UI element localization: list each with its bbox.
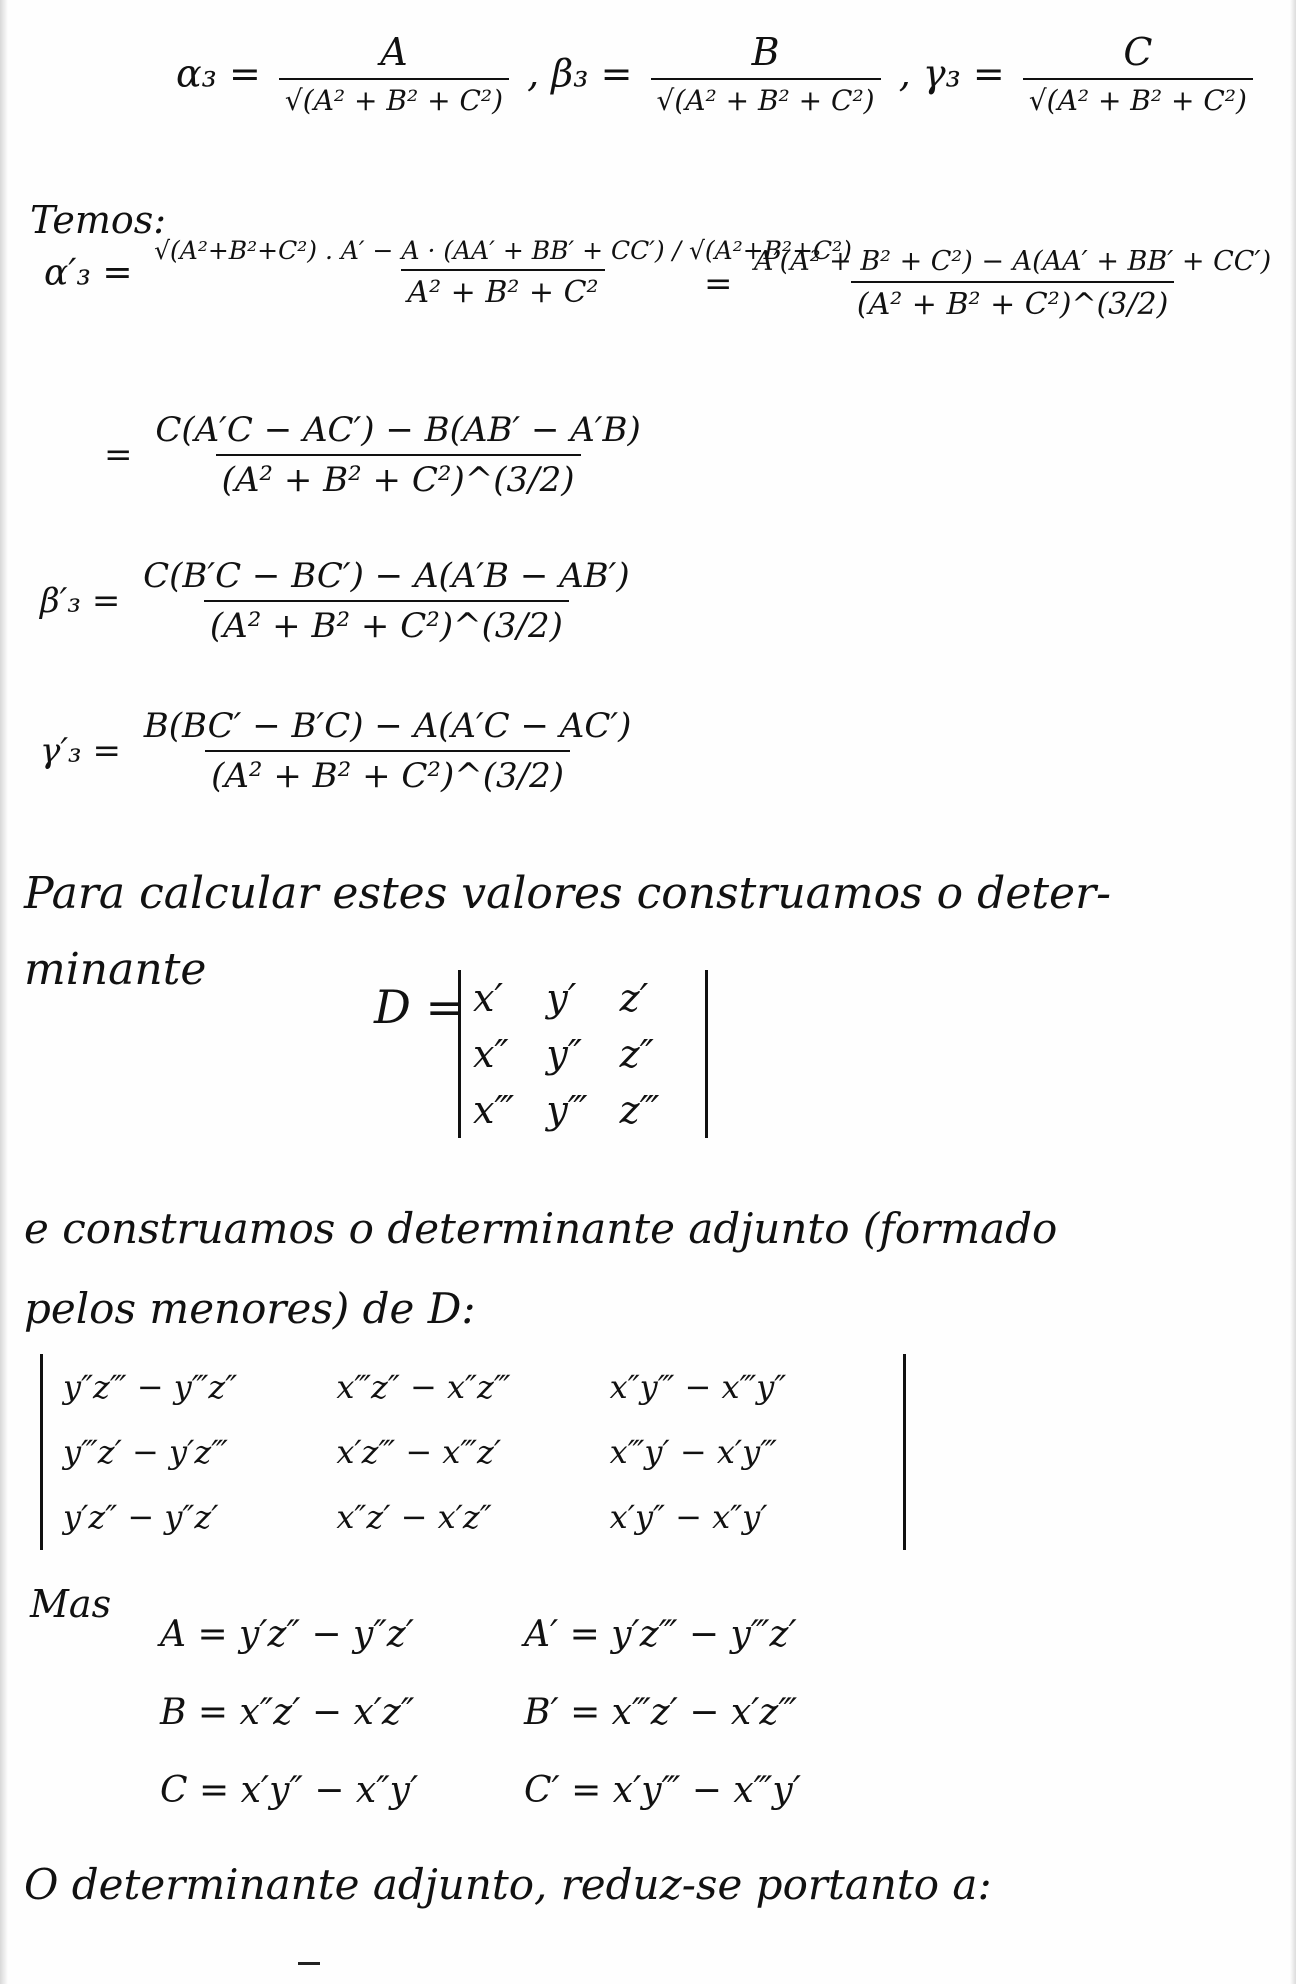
def-a-prime: A′ = y′z‴ − y‴z′ [524, 1614, 797, 1655]
alpha-prime-fraction-2 [748, 246, 1277, 322]
gamma3-fraction [1023, 30, 1253, 117]
adj-cell-1-3: x″y‴ − x‴y″ [609, 1367, 787, 1406]
alpha-prime-denominator-2: (A² + B² + C²)^(3/2) [851, 281, 1174, 322]
d-cell-3-1: x‴ [473, 1088, 515, 1132]
beta-prime-equation [40, 556, 642, 646]
paragraph-minante: minante [24, 944, 207, 995]
temos-label: Temos: [30, 198, 167, 242]
direction-cosines-line [176, 30, 1259, 117]
beta3-denominator: √(A² + B² + C²) [651, 78, 881, 117]
alpha-prime-simplified-denominator: (A² + B² + C²)^(3/2) [216, 454, 581, 500]
alpha3-label: α₃ = [176, 51, 261, 96]
gamma-prime-numerator: B(BC′ − B′C) − A(A′C − AC′) [143, 706, 632, 746]
adj-cell-1-1: y″z‴ − y‴z″ [63, 1367, 238, 1406]
def-b-prime: B′ = x‴z′ − x′z‴ [524, 1692, 798, 1733]
page-edge-left [0, 0, 8, 1984]
def-b: B = x″z′ − x′z″ [160, 1692, 415, 1733]
alpha-prime-simplified [104, 410, 653, 500]
alpha-prime-denominator: A² + B² + C² [401, 269, 604, 310]
beta3-numerator: B [751, 30, 780, 74]
d-cell-2-1: x″ [473, 1032, 509, 1076]
beta-prime-label: β′₃ = [40, 581, 121, 621]
determinant-d-matrix [458, 970, 708, 1138]
alpha3-fraction [279, 30, 509, 117]
beta3-fraction [651, 30, 881, 117]
alpha-prime-label: α′₃ = [44, 252, 133, 294]
def-c-prime: C′ = x′y‴ − x‴y′ [524, 1770, 801, 1811]
def-c: C = x′y″ − x″y′ [160, 1770, 419, 1811]
gamma-prime-fraction [138, 706, 638, 796]
paragraph-e-construamos: e construamos o determinante adjunto (formado [24, 1204, 1058, 1253]
gamma-prime-equation [40, 706, 643, 796]
adj-cell-3-2: x″z′ − x′z″ [336, 1498, 492, 1537]
alpha-prime-simplified-equals: = [104, 435, 133, 475]
gamma-prime-label: γ′₃ = [40, 731, 121, 771]
d-cell-3-2: y‴ [546, 1088, 588, 1132]
alpha-prime-simplified-numerator: C(A′C − AC′) − B(AB′ − A′B) [155, 410, 641, 450]
d-cell-2-2: y″ [546, 1032, 582, 1076]
alpha-prime-equation-cont [704, 246, 1283, 322]
d-cell-1-2: y′ [546, 976, 577, 1020]
gamma-prime-denominator: (A² + B² + C²)^(3/2) [205, 750, 570, 796]
gamma3-label: , γ₃ = [898, 51, 1005, 96]
paragraph-pelos-menores: pelos menores) de D: [24, 1284, 476, 1333]
gamma3-numerator: C [1123, 30, 1153, 74]
alpha3-numerator: A [380, 30, 408, 74]
gamma3-denominator: √(A² + B² + C²) [1023, 78, 1253, 117]
page-mark [298, 1962, 320, 1965]
adj-cell-2-3: x‴y′ − x′y‴ [609, 1432, 777, 1471]
d-cell-3-3: z‴ [619, 1088, 660, 1132]
d-cell-1-1: x′ [473, 976, 504, 1020]
beta-prime-denominator: (A² + B² + C²)^(3/2) [204, 600, 569, 646]
adjoint-determinant-matrix [40, 1354, 906, 1550]
paragraph-o-determinante-adjunto: O determinante adjunto, reduz-se portanto a: [24, 1860, 992, 1909]
mas-label: Mas [30, 1582, 112, 1626]
adj-cell-1-2: x‴z″ − x″z‴ [336, 1367, 511, 1406]
beta-prime-fraction [137, 556, 636, 646]
beta3-label: , β₃ = [527, 51, 633, 96]
alpha3-denominator: √(A² + B² + C²) [279, 78, 509, 117]
adj-cell-3-1: y′z″ − y″z′ [63, 1498, 219, 1537]
alpha-prime-numerator: √(A²+B²+C²) . A′ − A · (AA′ + BB′ + CC′) / √(A²+B²+C²) [154, 236, 852, 265]
beta-prime-numerator: C(B′C − BC′) − A(A′B − AB′) [143, 556, 630, 596]
def-a: A = y′z″ − y″z′ [160, 1614, 414, 1655]
adj-cell-2-2: x′z‴ − x‴z′ [336, 1432, 502, 1471]
determinant-d-label: D = [374, 980, 465, 1034]
page-edge-right [1290, 0, 1296, 1984]
d-cell-1-3: z′ [619, 976, 649, 1020]
adj-cell-2-1: y‴z′ − y′z‴ [63, 1432, 228, 1471]
adj-cell-3-3: x′y″ − x″y′ [609, 1498, 768, 1537]
alpha-prime-equals: = [704, 264, 733, 304]
alpha-prime-numerator-2: A′(A² + B² + C²) − A(AA′ + BB′ + CC′) [754, 246, 1272, 277]
alpha-prime-simplified-fraction [149, 410, 646, 500]
paragraph-para-calcular: Para calcular estes valores construamos o deter- [24, 868, 1111, 919]
d-cell-2-3: z″ [619, 1032, 654, 1076]
